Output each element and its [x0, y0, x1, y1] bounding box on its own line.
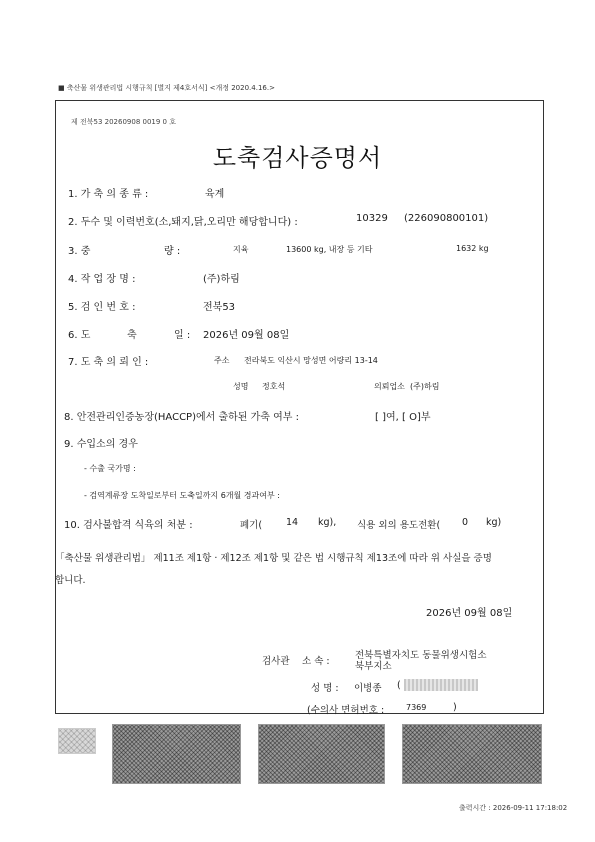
inspector-label: 검사관 [262, 656, 290, 667]
certification-statement-line2: 합니다. [55, 575, 86, 586]
species-label: 1. 가 축 의 종 류 : [68, 189, 149, 200]
slaughter-date-label: 6. 도 [68, 330, 91, 341]
weight-label: 3. 중 [68, 246, 91, 257]
square-marker-icon: ■ [58, 84, 65, 92]
species-value: 육계 [205, 189, 225, 200]
vet-license-close: ) [453, 702, 457, 713]
id-number-label: 2. 두수 및 이력번호(소,돼지,닭,오리만 해당합니다) : [68, 217, 298, 228]
requester-name-label: 성명 [233, 382, 249, 391]
vet-license-number: 7369 [406, 703, 427, 712]
inspector-name: 이병종 [354, 683, 382, 694]
print-time [459, 803, 567, 813]
head-count: 10329 [356, 213, 388, 224]
slaughter-date-value: 2026년 09월 08일 [203, 330, 290, 341]
requester-company-label: 의뢰업소 [374, 382, 405, 391]
inspector-affiliation-line1: 전북특별자치도 동물위생시험소 [355, 650, 487, 661]
verification-barcode-3 [402, 724, 542, 784]
workplace-value: (주)하림 [203, 274, 240, 285]
requester-address: 전라북도 익산시 망성면 어량리 13-14 [244, 356, 378, 365]
requester-company: (주)하림 [410, 382, 440, 391]
import-label: 9. 수입소의 경우 [64, 439, 138, 450]
slaughter-date-label-mid: 축 [127, 330, 137, 341]
requester-address-label: 주소 [214, 356, 230, 365]
certification-statement-line1: 「축산물 위생관리법」 제11조 제1항 · 제12조 제1항 및 같은 법 시행규칙 제13조에 따라 위 사실을 증명 [55, 553, 492, 564]
requester-name: 정호석 [262, 382, 286, 391]
convert-unit: kg) [486, 517, 502, 528]
redacted-signature [404, 679, 478, 691]
quarantine-period-label: - 검역계류장 도착일로부터 도축일까지 6개월 경과여부 : [84, 491, 280, 500]
discard-value: 14 [286, 517, 299, 528]
carcass-weight: 13600 kg, 내장 등 기타 [286, 245, 373, 254]
inspector-affiliation-line2: 북부지소 [355, 661, 392, 672]
discard-label: 폐기( [240, 520, 263, 531]
convert-value: 0 [462, 517, 469, 528]
inspection-number-label: 5. 검 인 번 호 : [68, 302, 136, 313]
slaughter-date-label-end: 일 : [174, 330, 191, 341]
weight-label-end: 량 : [164, 246, 181, 257]
haccp-label: 8. 안전관리인증농장(HACCP)에서 출하된 가축 여부 : [64, 412, 300, 423]
law-reference-text: 축산물 위생관리법 시행규칙 [별지 제4호서식] <개정 2020.4.16.> [66, 84, 275, 92]
other-weight: 1632 kg [456, 244, 489, 253]
law-reference [58, 83, 275, 93]
inspection-number-value: 전북53 [203, 302, 236, 313]
requester-label: 7. 도 축 의 뢰 인 : [68, 357, 149, 368]
verification-barcode-1 [112, 724, 241, 784]
verification-barcode-small [58, 728, 96, 754]
print-time-value: 2026-09-11 17:18:02 [492, 804, 568, 812]
issue-date: 2026년 09월 08일 [426, 608, 513, 619]
signature-open-paren: ( [397, 680, 401, 691]
vet-license-label: (수의사 면허번호 : [307, 705, 385, 716]
page-title: 도축검사증명서 [212, 144, 383, 172]
inspector-name-label: 성 명 : [311, 683, 339, 694]
trace-number: (226090800101) [404, 213, 489, 224]
discard-unit: kg), [318, 517, 337, 528]
disposal-label: 10. 검사불합격 식육의 처분 : [64, 520, 193, 531]
carcass-label: 지육 [233, 245, 249, 254]
workplace-label: 4. 작 업 장 명 : [68, 274, 136, 285]
haccp-checkbox-value: [ ]여, [ O]부 [375, 412, 431, 423]
document-number: 제 전북53 20260908 0019 0 호 [71, 118, 176, 126]
convert-label: 식용 외의 용도전환( [357, 520, 441, 531]
export-country-label: - 수출 국가명 : [84, 464, 136, 473]
print-time-label: 출력시간 : [459, 804, 491, 812]
verification-barcode-2 [258, 724, 385, 784]
inspector-affiliation-label: 소 속 : [302, 656, 330, 667]
